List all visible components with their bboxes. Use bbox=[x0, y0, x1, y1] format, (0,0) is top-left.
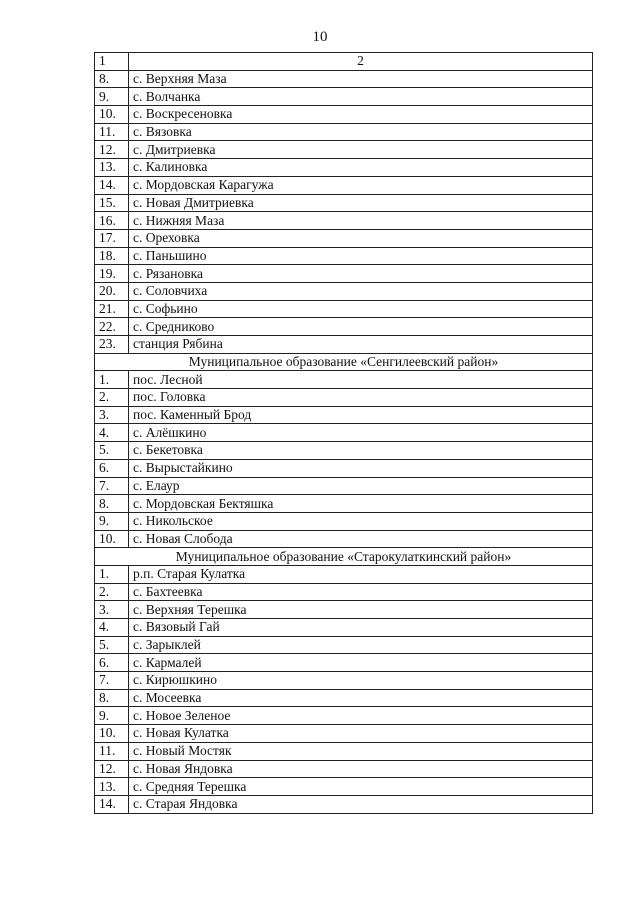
row-number: 15. bbox=[95, 194, 129, 212]
row-number: 17. bbox=[95, 229, 129, 247]
row-number: 1. bbox=[95, 371, 129, 389]
table-row bbox=[95, 70, 593, 88]
settlement-name: с. Новый Мостяк bbox=[129, 742, 593, 760]
column-header-name: 2 bbox=[129, 53, 593, 71]
table-row bbox=[95, 106, 593, 124]
table-row bbox=[95, 636, 593, 654]
table-row bbox=[95, 495, 593, 513]
settlement-name: с. Кармалей bbox=[129, 654, 593, 672]
row-number: 16. bbox=[95, 212, 129, 230]
settlement-name: с. Новая Кулатка bbox=[129, 725, 593, 743]
row-number: 14. bbox=[95, 176, 129, 194]
settlement-name: с. Нижняя Маза bbox=[129, 212, 593, 230]
row-number: 3. bbox=[95, 601, 129, 619]
settlement-name: р.п. Старая Кулатка bbox=[129, 565, 593, 583]
row-number: 18. bbox=[95, 247, 129, 265]
row-number: 4. bbox=[95, 619, 129, 637]
table-row bbox=[95, 424, 593, 442]
row-number: 4. bbox=[95, 424, 129, 442]
settlement-name: с. Рязановка bbox=[129, 265, 593, 283]
settlement-name: с. Ореховка bbox=[129, 229, 593, 247]
row-number: 19. bbox=[95, 265, 129, 283]
table-row bbox=[95, 760, 593, 778]
settlement-name: пос. Каменный Брод bbox=[129, 406, 593, 424]
settlement-name: с. Калиновка bbox=[129, 159, 593, 177]
row-number: 11. bbox=[95, 742, 129, 760]
table-row bbox=[95, 88, 593, 106]
table-row bbox=[95, 389, 593, 407]
table-row bbox=[95, 654, 593, 672]
row-number: 9. bbox=[95, 88, 129, 106]
row-number: 2. bbox=[95, 583, 129, 601]
row-number: 8. bbox=[95, 495, 129, 513]
section-title: Муниципальное образование «Сенгилеевский район» bbox=[95, 353, 593, 371]
settlement-name: с. Паньшино bbox=[129, 247, 593, 265]
table-row bbox=[95, 159, 593, 177]
table-row bbox=[95, 282, 593, 300]
settlement-name: с. Елаур bbox=[129, 477, 593, 495]
row-number: 7. bbox=[95, 477, 129, 495]
table-row bbox=[95, 459, 593, 477]
settlement-name: с. Вязовка bbox=[129, 123, 593, 141]
table-row bbox=[95, 619, 593, 637]
column-header-number: 1 bbox=[95, 53, 129, 71]
settlement-name: с. Верхняя Маза bbox=[129, 70, 593, 88]
table-row bbox=[95, 689, 593, 707]
settlement-name: с. Софьино bbox=[129, 300, 593, 318]
row-number: 5. bbox=[95, 636, 129, 654]
section-title: Муниципальное образование «Старокулаткинский район» bbox=[95, 548, 593, 566]
settlement-name: с. Мосеевка bbox=[129, 689, 593, 707]
settlement-name: с. Новое Зеленое bbox=[129, 707, 593, 725]
row-number: 8. bbox=[95, 70, 129, 88]
settlement-name: с. Средниково bbox=[129, 318, 593, 336]
table-row bbox=[95, 565, 593, 583]
row-number: 11. bbox=[95, 123, 129, 141]
table-row bbox=[95, 336, 593, 354]
row-number: 23. bbox=[95, 336, 129, 354]
settlement-name: с. Верхняя Терешка bbox=[129, 601, 593, 619]
table-row bbox=[95, 247, 593, 265]
table-row bbox=[95, 707, 593, 725]
settlement-name: пос. Головка bbox=[129, 389, 593, 407]
settlement-name: пос. Лесной bbox=[129, 371, 593, 389]
row-number: 10. bbox=[95, 106, 129, 124]
table-row bbox=[95, 265, 593, 283]
table-row bbox=[95, 229, 593, 247]
settlement-name: с. Волчанка bbox=[129, 88, 593, 106]
row-number: 2. bbox=[95, 389, 129, 407]
row-number: 1. bbox=[95, 565, 129, 583]
row-number: 5. bbox=[95, 442, 129, 460]
settlement-name: с. Вырыстайкино bbox=[129, 459, 593, 477]
settlement-name: с. Алёшкино bbox=[129, 424, 593, 442]
table-row bbox=[95, 442, 593, 460]
settlement-name: с. Мордовская Бектяшка bbox=[129, 495, 593, 513]
table-row bbox=[95, 371, 593, 389]
settlement-name: с. Дмитриевка bbox=[129, 141, 593, 159]
row-number: 9. bbox=[95, 707, 129, 725]
table-row bbox=[95, 176, 593, 194]
table-row bbox=[95, 778, 593, 796]
table-row bbox=[95, 530, 593, 548]
settlement-name: с. Кирюшкино bbox=[129, 672, 593, 690]
table-row bbox=[95, 406, 593, 424]
settlement-name: с. Никольское bbox=[129, 512, 593, 530]
settlement-name: с. Новая Слобода bbox=[129, 530, 593, 548]
row-number: 21. bbox=[95, 300, 129, 318]
table-row bbox=[95, 300, 593, 318]
row-number: 10. bbox=[95, 530, 129, 548]
row-number: 6. bbox=[95, 459, 129, 477]
table-row bbox=[95, 123, 593, 141]
table-row bbox=[95, 512, 593, 530]
row-number: 12. bbox=[95, 141, 129, 159]
row-number: 14. bbox=[95, 795, 129, 813]
table-row bbox=[95, 212, 593, 230]
table-row bbox=[95, 477, 593, 495]
page-number: 10 bbox=[312, 29, 328, 45]
settlement-name: с. Бекетовка bbox=[129, 442, 593, 460]
table-row bbox=[95, 318, 593, 336]
row-number: 7. bbox=[95, 672, 129, 690]
settlement-name: с. Средняя Терешка bbox=[129, 778, 593, 796]
table-row bbox=[95, 672, 593, 690]
settlement-name: с. Новая Яндовка bbox=[129, 760, 593, 778]
settlement-name: с. Соловчиха bbox=[129, 282, 593, 300]
row-number: 22. bbox=[95, 318, 129, 336]
row-number: 13. bbox=[95, 159, 129, 177]
row-number: 12. bbox=[95, 760, 129, 778]
table-row bbox=[95, 725, 593, 743]
settlement-name: с. Вязовый Гай bbox=[129, 619, 593, 637]
table-header-row bbox=[95, 53, 593, 71]
table-row bbox=[95, 194, 593, 212]
table-row bbox=[95, 141, 593, 159]
row-number: 20. bbox=[95, 282, 129, 300]
row-number: 3. bbox=[95, 406, 129, 424]
settlement-name: с. Воскресеновка bbox=[129, 106, 593, 124]
table-row bbox=[95, 742, 593, 760]
table-row bbox=[95, 583, 593, 601]
row-number: 9. bbox=[95, 512, 129, 530]
settlement-name: станция Рябина bbox=[129, 336, 593, 354]
table-body bbox=[95, 53, 593, 814]
row-number: 6. bbox=[95, 654, 129, 672]
row-number: 13. bbox=[95, 778, 129, 796]
section-header-row bbox=[95, 353, 593, 371]
settlement-name: с. Мордовская Карагужа bbox=[129, 176, 593, 194]
section-header-row bbox=[95, 548, 593, 566]
settlement-name: с. Старая Яндовка bbox=[129, 795, 593, 813]
settlement-name: с. Новая Дмитриевка bbox=[129, 194, 593, 212]
table-row bbox=[95, 795, 593, 813]
settlements-table bbox=[94, 52, 593, 814]
settlement-name: с. Бахтеевка bbox=[129, 583, 593, 601]
table-row bbox=[95, 601, 593, 619]
row-number: 10. bbox=[95, 725, 129, 743]
settlement-name: с. Зарыклей bbox=[129, 636, 593, 654]
row-number: 8. bbox=[95, 689, 129, 707]
